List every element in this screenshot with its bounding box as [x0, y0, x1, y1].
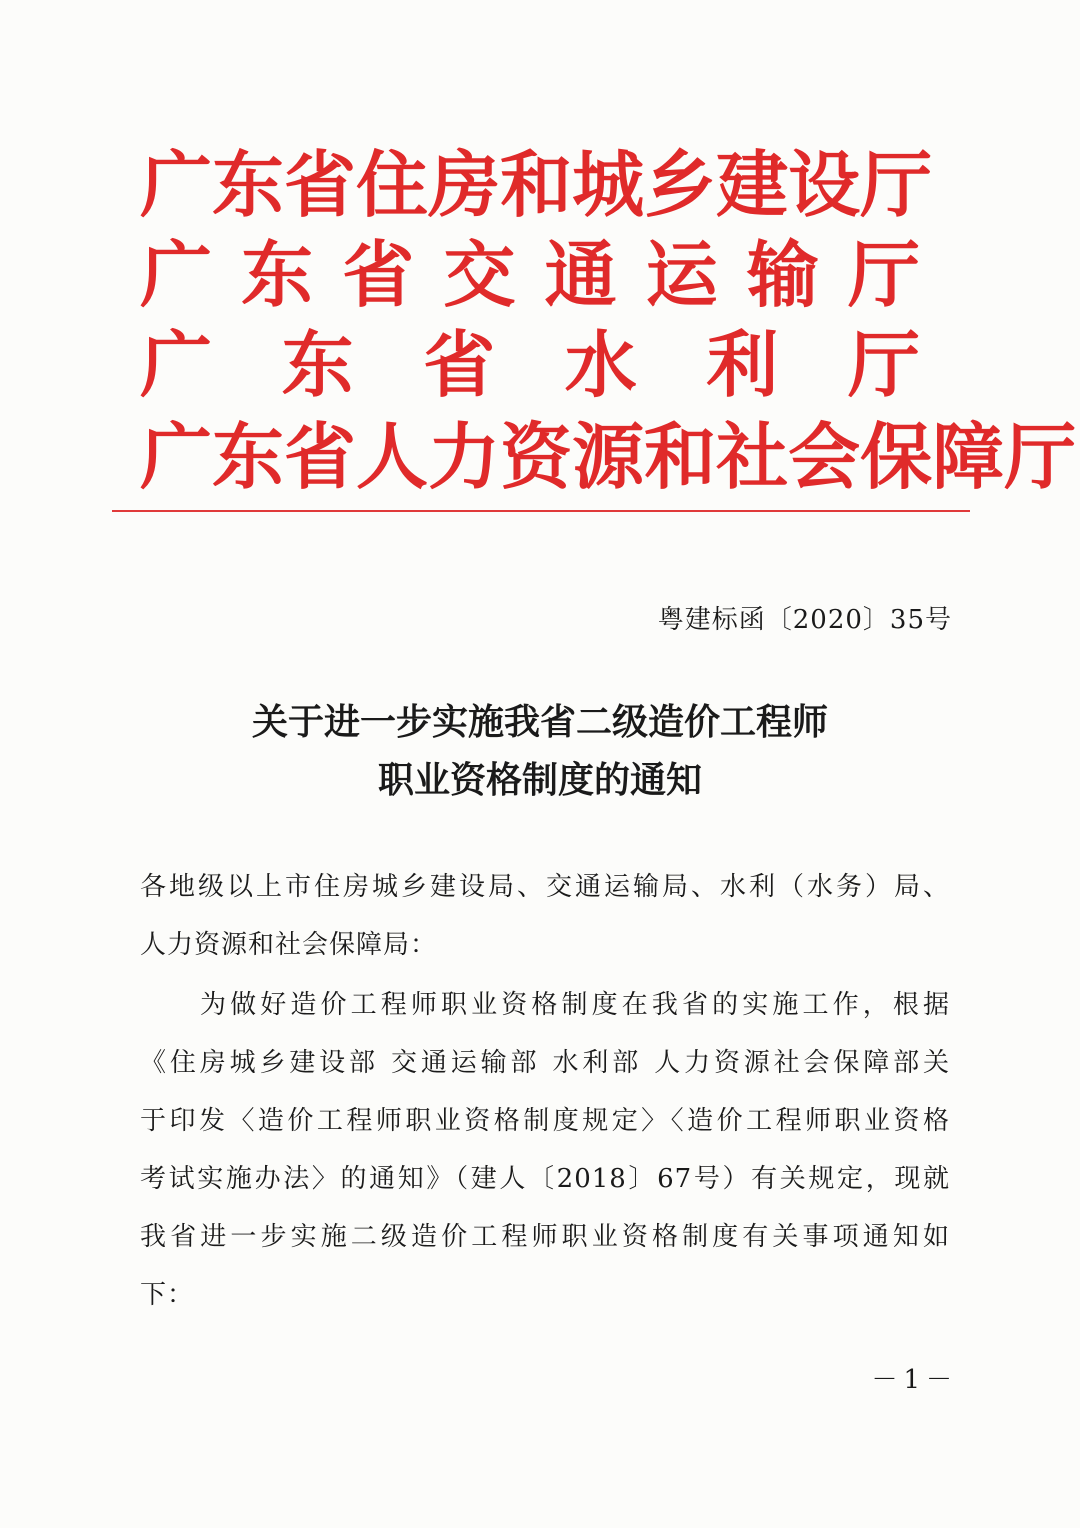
issuer-char: 省 — [284, 415, 357, 499]
document-number: 粤建标函〔2020〕35号 — [657, 605, 952, 635]
issuer-char: 和 — [644, 415, 717, 499]
issuer-char: 厅 — [847, 323, 920, 407]
issuer-char: 保 — [860, 415, 933, 499]
page-number: －1－ — [871, 1365, 958, 1395]
issuer-char: 源 — [572, 415, 645, 499]
body-line-2: 《住房城乡建设部 交通运输部 水利部 人力资源社会保障部关 — [140, 1048, 950, 1078]
issuer-line-transport — [140, 230, 920, 320]
issuer-char: 省 — [342, 233, 415, 317]
issuer-char: 住 — [356, 143, 429, 227]
issuer-line-water — [140, 320, 920, 410]
issuer-char: 通 — [544, 233, 617, 317]
issuer-char: 利 — [706, 323, 779, 407]
issuer-char: 人 — [356, 415, 429, 499]
issuer-char: 厅 — [847, 233, 920, 317]
issuer-char: 运 — [645, 233, 718, 317]
issuer-char: 会 — [788, 415, 861, 499]
issuer-char: 东 — [212, 143, 285, 227]
document-title-line-2: 职业资格制度的通知 — [377, 759, 702, 801]
issuer-char: 力 — [428, 415, 501, 499]
body-line-1: 为做好造价工程师职业资格制度在我省的实施工作，根据 — [200, 990, 950, 1020]
issuer-char: 广 — [140, 143, 213, 227]
issuer-char: 厅 — [1004, 415, 1077, 499]
issuer-char: 资 — [500, 415, 573, 499]
issuer-char: 广 — [140, 233, 213, 317]
issuer-char: 广 — [140, 323, 213, 407]
addressee-line-1: 各地级以上市住房城乡建设局、交通运输局、水利（水务）局、 — [140, 872, 950, 902]
issuer-char: 房 — [428, 143, 501, 227]
body-line-4: 考试实施办法〉的通知》（建人〔2018〕67号）有关规定，现就 — [140, 1164, 950, 1194]
issuer-char: 设 — [788, 143, 861, 227]
letterhead-red-rule — [112, 510, 970, 512]
document-title-line-1: 关于进一步实施我省二级造价工程师 — [251, 701, 828, 743]
issuer-char: 社 — [716, 415, 789, 499]
issuer-char: 和 — [500, 143, 573, 227]
issuer-char: 建 — [716, 143, 789, 227]
issuer-char: 东 — [241, 233, 314, 317]
body-line-3: 于印发〈造价工程师职业资格制度规定〉〈造价工程师职业资格 — [140, 1106, 950, 1136]
issuer-char: 水 — [564, 323, 637, 407]
issuer-char: 省 — [423, 323, 496, 407]
issuer-char: 厅 — [860, 143, 933, 227]
body-line-5: 我省进一步实施二级造价工程师职业资格制度有关事项通知如 — [140, 1222, 950, 1252]
issuer-char: 东 — [212, 415, 285, 499]
issuer-char: 输 — [746, 233, 819, 317]
issuer-char: 省 — [284, 143, 357, 227]
issuer-char: 交 — [443, 233, 516, 317]
issuer-line-housing — [140, 140, 933, 230]
issuer-char: 乡 — [644, 143, 717, 227]
issuer-char: 东 — [281, 323, 354, 407]
addressee-line-2: 人力资源和社会保障局： — [140, 930, 438, 960]
issuer-char: 城 — [572, 143, 645, 227]
issuer-char: 障 — [932, 415, 1005, 499]
body-line-6: 下： — [140, 1280, 195, 1310]
issuer-line-hr — [140, 412, 1077, 502]
issuer-char: 广 — [140, 415, 213, 499]
